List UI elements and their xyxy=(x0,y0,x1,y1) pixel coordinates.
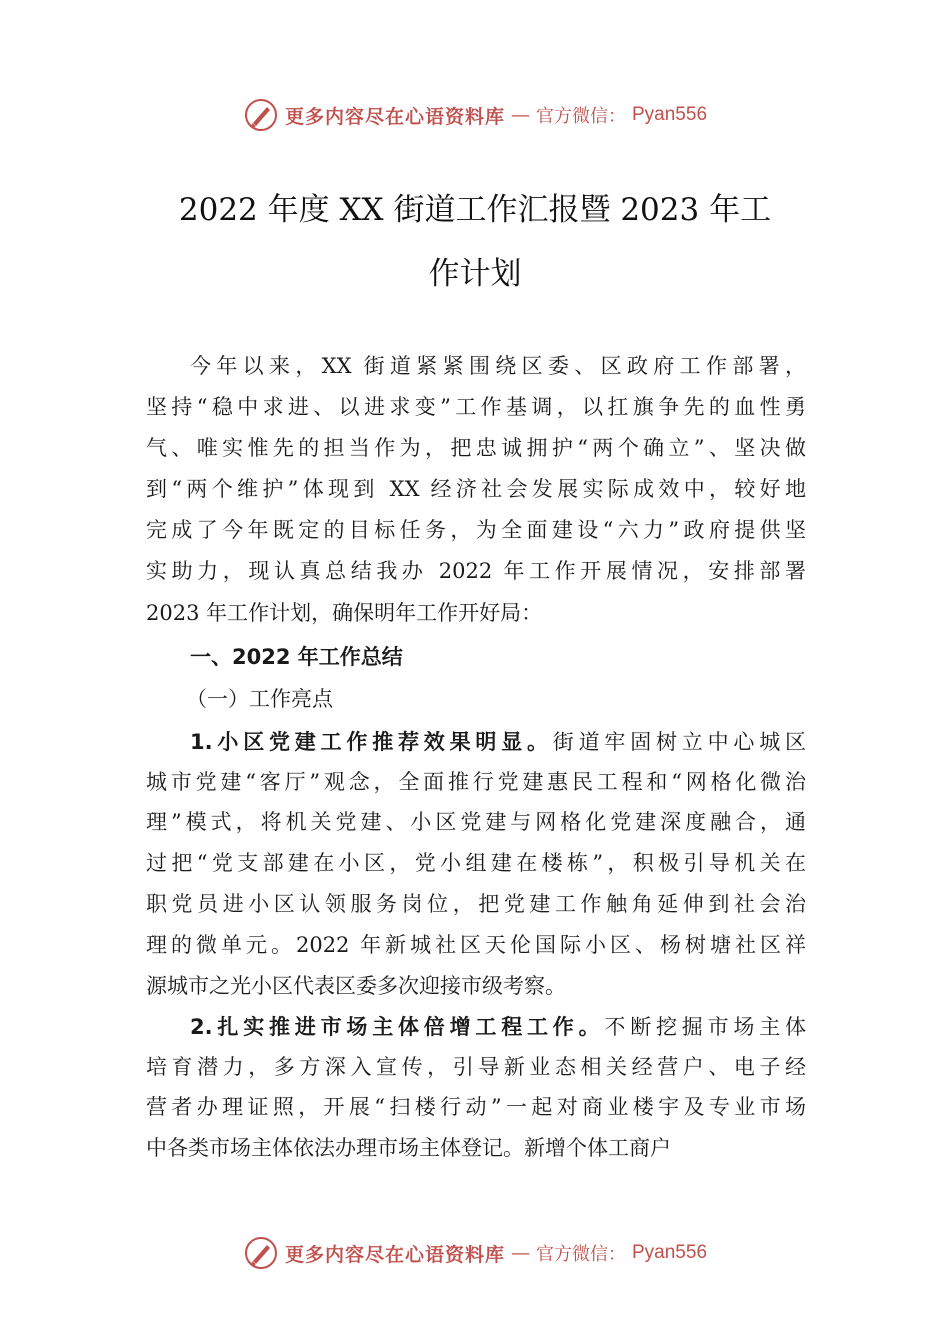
intro-line: 实助力，现认真总结我办 2022 年工作开展情况，安排部署 xyxy=(146,559,806,583)
item-1-first-rest: 街道牢固树立中心城区 xyxy=(552,730,806,754)
item-2-line: 中各类市场主体依法办理市场主体登记。新增个体工商户 xyxy=(146,1136,671,1160)
watermark-slogan: 更多内容尽在心语资料库 xyxy=(284,105,505,128)
document-title-line-1: 2022 年度 XX 街道工作汇报暨 2023 年工 xyxy=(178,192,772,228)
item-1-line: 理的微单元。2022 年新城社区天伦国际小区、杨树塘社区祥 xyxy=(146,933,806,957)
watermark-label: 官方微信： xyxy=(536,1244,626,1265)
item-1-line: 理”模式，将机关党建、小区党建与网格化党建深度融合，通 xyxy=(146,810,806,834)
item-2-line: 培育潜力，多方深入宣传，引导新业态相关经营户、电子经 xyxy=(146,1055,806,1079)
item-1-line: 城市党建“客厅”观念，全面推行党建惠民工程和“网格化微治 xyxy=(146,770,806,794)
item-2-title: 2.扎实推进市场主体倍增工程工作。 xyxy=(190,1015,605,1039)
pen-logo-icon xyxy=(243,1235,279,1271)
item-1-first-line xyxy=(190,727,806,757)
intro-line: 完成了今年既定的目标任务，为全面建设“六力”政府提供坚 xyxy=(146,518,806,542)
item-1-line: 源城市之光小区代表区委多次迎接市级考察。 xyxy=(146,974,566,998)
watermark-separator: — xyxy=(511,104,530,126)
item-2-first-line xyxy=(190,1012,806,1042)
intro-line: 坚持“稳中求进、以进求变”工作基调，以扛旗争先的血性勇 xyxy=(146,395,806,419)
item-1-title: 1.小区党建工作推荐效果明显。 xyxy=(190,730,553,754)
section-heading: 一、2022 年工作总结 xyxy=(190,645,403,669)
intro-line: 2023 年工作计划，确保明年工作开好局： xyxy=(146,601,543,625)
watermark-slogan: 更多内容尽在心语资料库 xyxy=(284,1243,505,1266)
item-1-line: 职党员进小区认领服务岗位，把党建工作触角延伸到社会治 xyxy=(146,892,806,916)
item-2-first-rest: 不断挖掘市场主体 xyxy=(604,1015,807,1039)
intro-line: 到“两个维护”体现到 XX 经济社会发展实际成效中，较好地 xyxy=(146,477,806,501)
watermark-banner-top xyxy=(0,94,950,136)
intro-line: 气、唯实惟先的担当作为，把忠诚拥护“两个确立”、坚决做 xyxy=(146,436,806,460)
watermark-label: 官方微信： xyxy=(536,106,626,127)
watermark-banner-bottom xyxy=(0,1232,950,1274)
watermark-separator: — xyxy=(511,1242,530,1264)
item-2-line: 营者办理证照，开展“扫楼行动”一起对商业楼宇及专业市场 xyxy=(146,1095,806,1119)
intro-line: 今年以来，XX 街道紧紧围绕区委、区政府工作部署， xyxy=(190,354,806,378)
document-title-line-2: 作计划 xyxy=(428,256,522,292)
section-subheading: （一）工作亮点 xyxy=(186,687,333,711)
item-1-line: 过把“党支部建在小区，党小组建在楼栋”，积极引导机关在 xyxy=(146,851,806,875)
watermark-wechat-id: Pyan556 xyxy=(632,104,708,125)
pen-logo-icon xyxy=(243,97,279,133)
watermark-wechat-id: Pyan556 xyxy=(632,1242,708,1263)
